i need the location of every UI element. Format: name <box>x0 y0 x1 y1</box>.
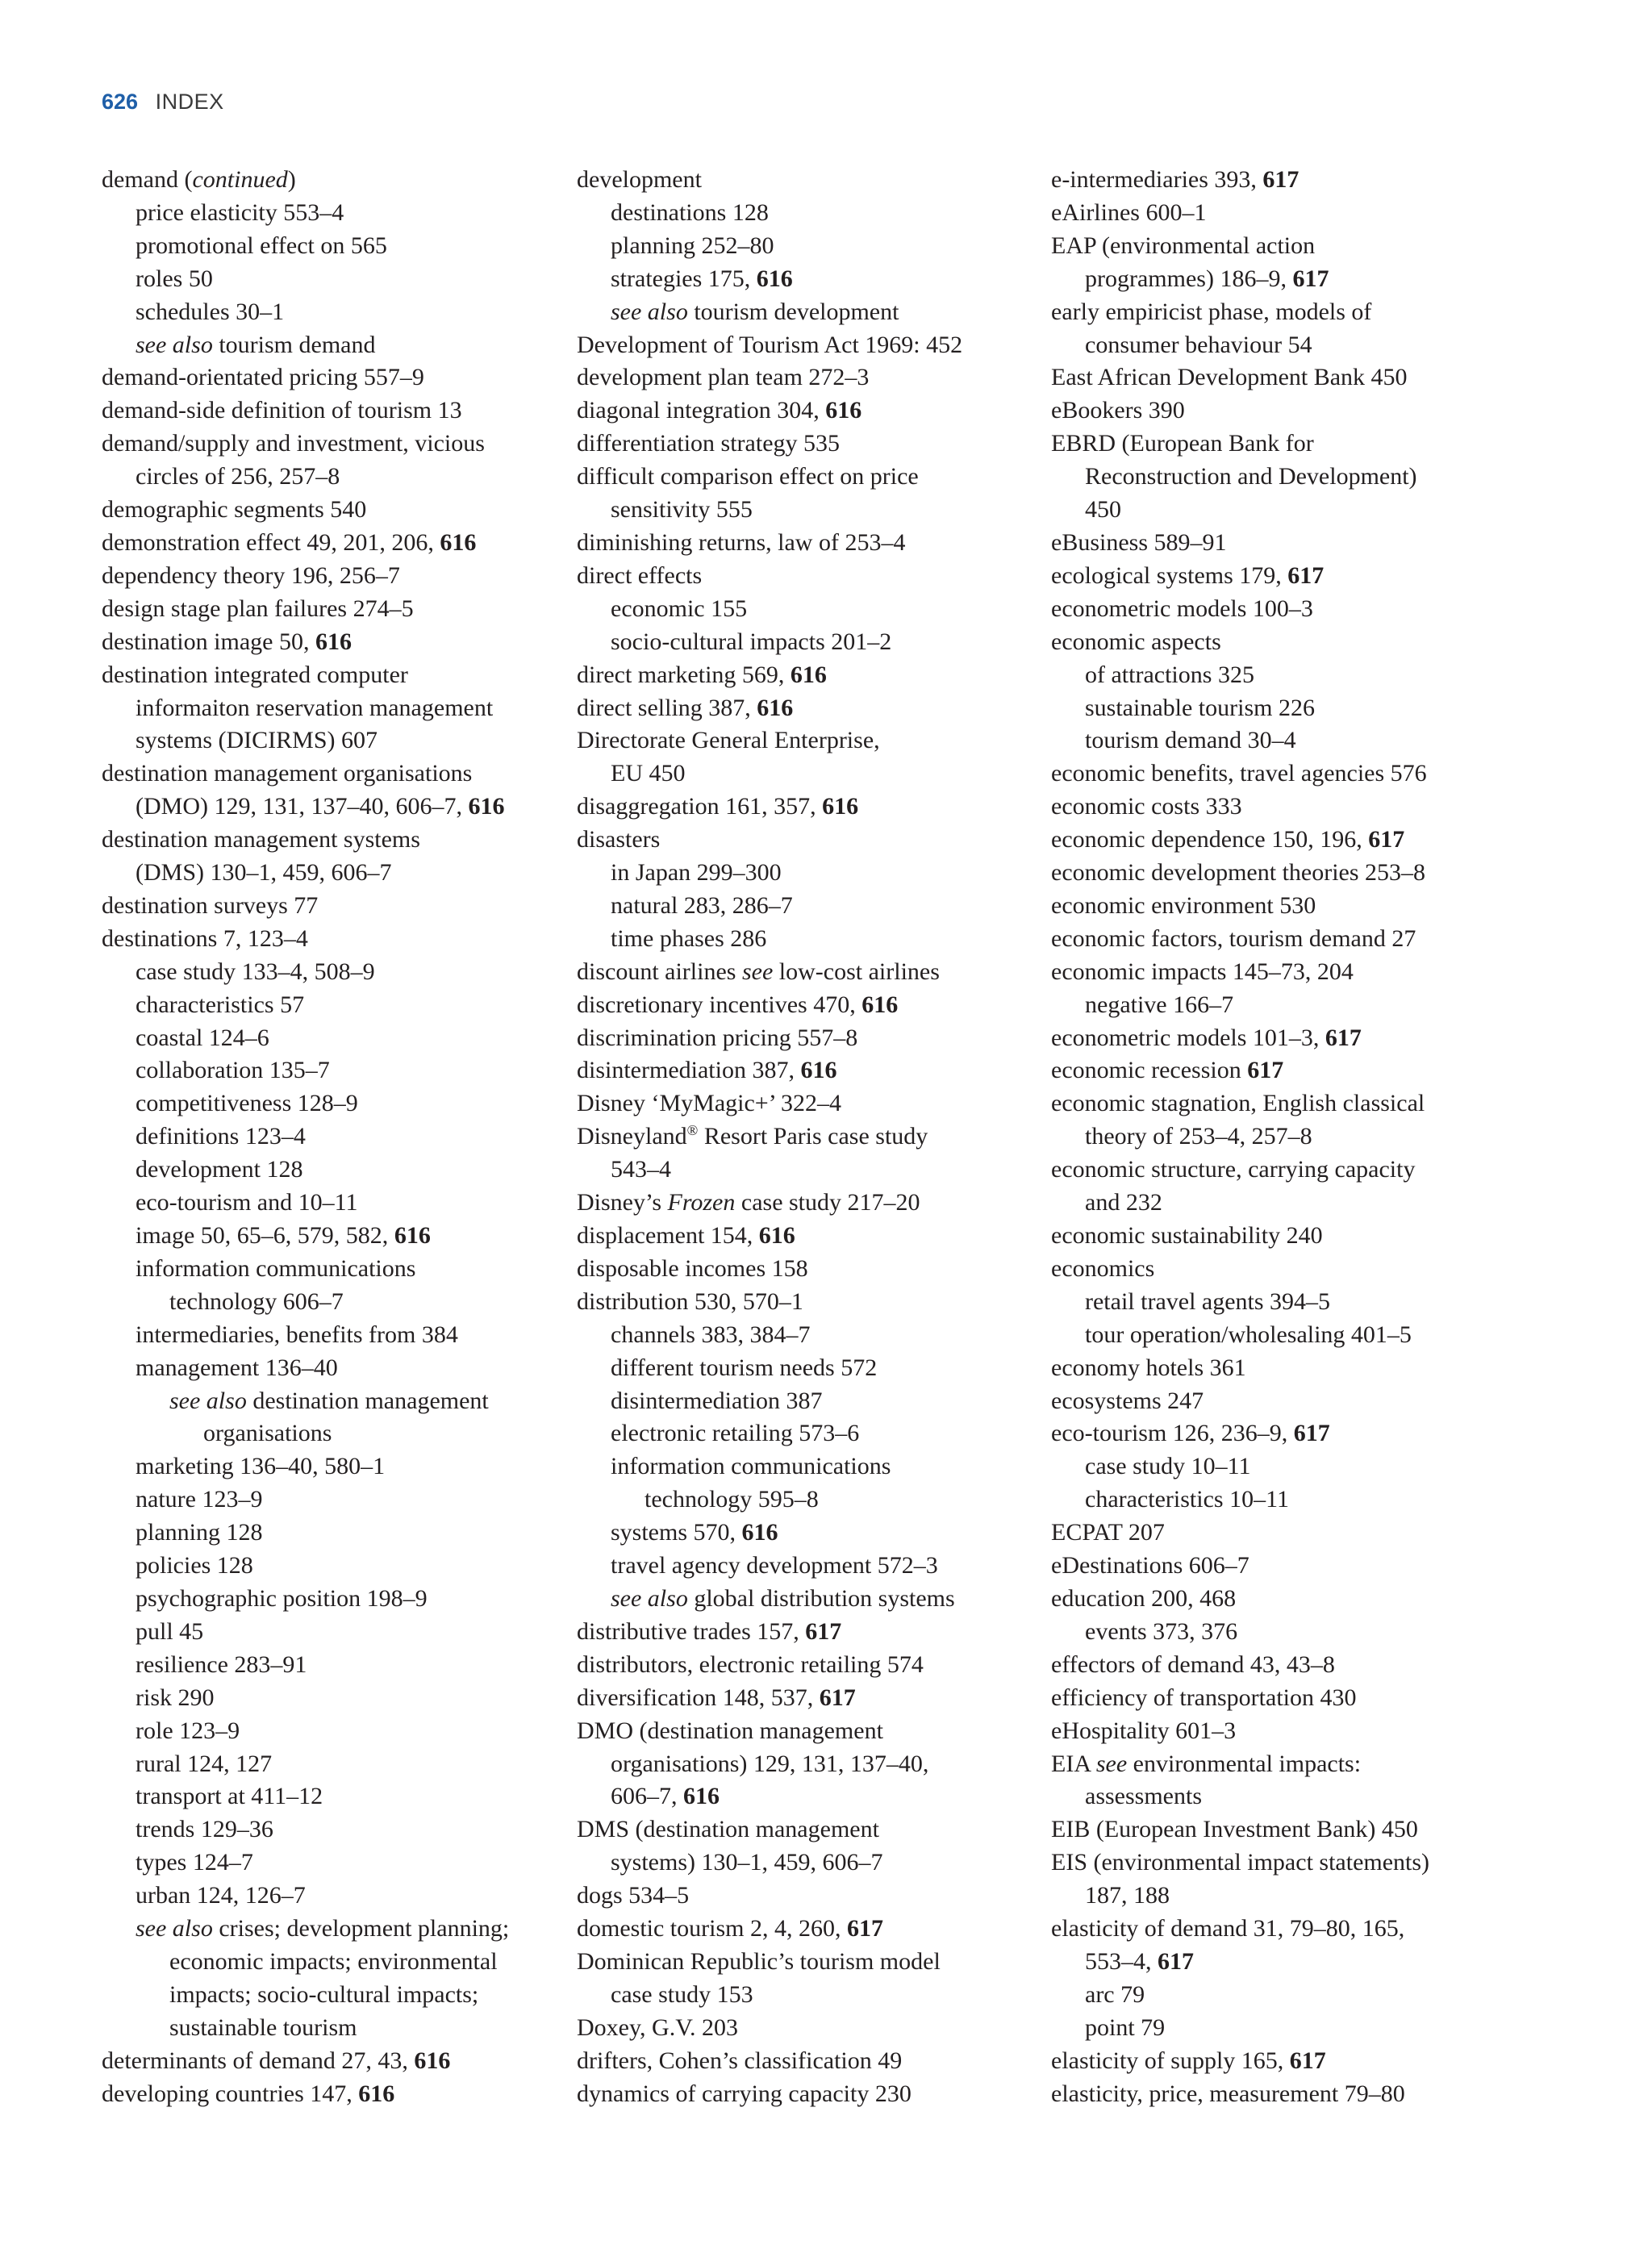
index-entry: Dominican Republic’s tourism model <box>577 1947 941 1975</box>
index-entry: eBookers 390 <box>1051 397 1185 424</box>
index-subentry: promotional effect on 565 <box>136 232 387 259</box>
index-subentry: marketing 136–40, 580–1 <box>136 1453 386 1480</box>
index-column-2 <box>577 164 1077 2110</box>
index-subentry: Reconstruction and Development) <box>1085 463 1417 490</box>
index-subentry: collaboration 135–7 <box>136 1057 330 1084</box>
index-subentry: eco-tourism and 10–11 <box>136 1189 358 1216</box>
index-subentry: role 123–9 <box>136 1717 240 1744</box>
index-subentry: see also crises; development planning; <box>136 1915 510 1942</box>
index-entry: effectors of demand 43, 43–8 <box>1051 1650 1335 1678</box>
index-subentry: technology 595–8 <box>645 1486 819 1513</box>
index-entry: demographic segments 540 <box>102 496 367 524</box>
index-entry: Disney ‘MyMagic+’ 322–4 <box>577 1090 841 1117</box>
index-entry: destination management organisations <box>102 760 473 787</box>
index-entry: elasticity of supply 165, 617 <box>1051 2047 1326 2074</box>
index-subentry: economic 155 <box>611 595 748 622</box>
index-entry: economic stagnation, English classical <box>1051 1090 1425 1117</box>
index-entry: eHospitality 601–3 <box>1051 1717 1237 1744</box>
index-subentry: characteristics 57 <box>136 991 305 1018</box>
index-entry: EIA see environmental impacts: <box>1051 1750 1362 1777</box>
index-entry: differentiation strategy 535 <box>577 430 841 457</box>
index-subentry: destinations 128 <box>611 198 769 226</box>
index-entry: Doxey, G.V. 203 <box>577 2013 738 2041</box>
index-entry: disaggregation 161, 357, 616 <box>577 793 859 820</box>
index-entry: e-intermediaries 393, 617 <box>1051 166 1299 193</box>
index-entry: determinants of demand 27, 43, 616 <box>102 2047 451 2074</box>
index-entry: East African Development Bank 450 <box>1051 364 1408 391</box>
index-subentry: impacts; socio-cultural impacts; <box>169 1980 479 2008</box>
index-entry: eBusiness 589–91 <box>1051 528 1227 556</box>
index-subentry: competitiveness 128–9 <box>136 1090 358 1117</box>
index-entry: econometric models 100–3 <box>1051 595 1313 622</box>
index-subentry: tour operation/wholesaling 401–5 <box>1085 1321 1412 1348</box>
index-entry: disintermediation 387, 616 <box>577 1057 837 1084</box>
index-entry: demand-orientated pricing 557–9 <box>102 364 424 391</box>
index-subentry: trends 129–36 <box>136 1816 273 1843</box>
index-entry: eco-tourism 126, 236–9, 617 <box>1051 1420 1330 1447</box>
index-subentry: strategies 175, 616 <box>611 265 793 292</box>
index-entry: destination image 50, 616 <box>102 628 352 655</box>
index-entry: DMS (destination management <box>577 1816 879 1843</box>
index-entry: economic impacts 145–73, 204 <box>1051 958 1354 985</box>
index-subentry: time phases 286 <box>611 924 767 952</box>
index-subentry: case study 153 <box>611 1980 753 2008</box>
index-entry: economics <box>1051 1254 1155 1282</box>
index-column-3 <box>1051 164 1551 2110</box>
index-entry: demonstration effect 49, 201, 206, 616 <box>102 528 477 556</box>
index-subentry: organisations) 129, 131, 137–40, <box>611 1750 929 1777</box>
index-entry: direct effects <box>577 561 703 589</box>
index-subentry: of attractions 325 <box>1085 661 1254 688</box>
index-entry: displacement 154, 616 <box>577 1222 795 1249</box>
index-subentry: electronic retailing 573–6 <box>611 1420 860 1447</box>
index-subentry: systems 570, 616 <box>611 1519 778 1546</box>
index-subentry: resilience 283–91 <box>136 1650 307 1678</box>
index-subentry: circles of 256, 257–8 <box>136 463 340 490</box>
index-subentry: 543–4 <box>611 1156 671 1183</box>
index-entry: design stage plan failures 274–5 <box>102 595 414 622</box>
index-entry: economic dependence 150, 196, 617 <box>1051 826 1405 853</box>
index-subentry: economic impacts; environmental <box>169 1947 498 1975</box>
index-entry: discount airlines see low-cost airlines <box>577 958 940 985</box>
index-subentry: risk 290 <box>136 1684 215 1711</box>
index-entry: economic aspects <box>1051 628 1221 655</box>
index-entry: demand-side definition of tourism 13 <box>102 397 462 424</box>
index-subentry: informaiton reservation management <box>136 694 494 721</box>
page-number: 626 <box>102 90 139 114</box>
index-subentry: price elasticity 553–4 <box>136 198 344 226</box>
index-subentry: and 232 <box>1085 1189 1162 1216</box>
index-entry: economic benefits, travel agencies 576 <box>1051 760 1427 787</box>
index-subentry: 553–4, 617 <box>1085 1947 1194 1975</box>
index-entry: discrimination pricing 557–8 <box>577 1024 858 1051</box>
index-entry: dependency theory 196, 256–7 <box>102 561 400 589</box>
index-entry: difficult comparison effect on price <box>577 463 919 490</box>
index-subentry: tourism demand 30–4 <box>1085 727 1296 754</box>
index-subentry: technology 606–7 <box>169 1287 344 1315</box>
index-subentry: development 128 <box>136 1156 303 1183</box>
index-entry: Directorate General Enterprise, <box>577 727 880 754</box>
index-entry: dogs 534–5 <box>577 1882 690 1909</box>
index-subentry: intermediaries, benefits from 384 <box>136 1321 458 1348</box>
index-subentry: nature 123–9 <box>136 1486 263 1513</box>
index-subentry: planning 252–80 <box>611 232 774 259</box>
index-entry: disasters <box>577 826 661 853</box>
index-subentry: see also tourism development <box>611 298 899 325</box>
index-subentry: retail travel agents 394–5 <box>1085 1287 1331 1315</box>
index-entry: early empiricist phase, models of <box>1051 298 1372 325</box>
index-entry: direct marketing 569, 616 <box>577 661 827 688</box>
index-subentry: organisations <box>203 1420 332 1447</box>
index-entry: direct selling 387, 616 <box>577 694 794 721</box>
page-header <box>102 87 224 116</box>
index-subentry: planning 128 <box>136 1519 263 1546</box>
index-subentry: arc 79 <box>1085 1980 1145 2008</box>
index-entry: elasticity, price, measurement 79–80 <box>1051 2080 1405 2107</box>
index-entry: efficiency of transportation 430 <box>1051 1684 1357 1711</box>
index-entry: EIB (European Investment Bank) 450 <box>1051 1816 1418 1843</box>
index-entry: DMO (destination management <box>577 1717 883 1744</box>
index-entry: Disneyland® Resort Paris case study <box>577 1122 928 1150</box>
index-subentry: travel agency development 572–3 <box>611 1552 938 1579</box>
index-subentry: management 136–40 <box>136 1354 338 1381</box>
index-entry: diminishing returns, law of 253–4 <box>577 528 906 556</box>
index-subentry: negative 166–7 <box>1085 991 1234 1018</box>
index-column-1 <box>102 164 602 2110</box>
index-subentry: see also destination management <box>169 1387 489 1414</box>
index-subentry: psychographic position 198–9 <box>136 1584 428 1612</box>
index-entry: EIS (environmental impact statements) <box>1051 1849 1430 1876</box>
index-entry: dynamics of carrying capacity 230 <box>577 2080 912 2107</box>
index-subentry: 450 <box>1085 496 1121 524</box>
index-entry: diagonal integration 304, 616 <box>577 397 862 424</box>
index-entry: economic factors, tourism demand 27 <box>1051 924 1416 952</box>
index-entry: destinations 7, 123–4 <box>102 924 308 952</box>
index-subentry: systems (DICIRMS) 607 <box>136 727 378 754</box>
index-subentry: information communications <box>611 1453 891 1480</box>
index-subentry: coastal 124–6 <box>136 1024 269 1051</box>
index-subentry: (DMS) 130–1, 459, 606–7 <box>136 859 392 887</box>
index-entry: eDestinations 606–7 <box>1051 1552 1249 1579</box>
index-subentry: channels 383, 384–7 <box>611 1321 811 1348</box>
index-entry: destination surveys 77 <box>102 891 319 919</box>
index-entry: demand/supply and investment, vicious <box>102 430 485 457</box>
index-subentry: pull 45 <box>136 1617 204 1645</box>
index-subentry: image 50, 65–6, 579, 582, 616 <box>136 1222 431 1249</box>
index-entry: elasticity of demand 31, 79–80, 165, <box>1051 1915 1405 1942</box>
index-entry: economic environment 530 <box>1051 891 1316 919</box>
index-entry: EBRD (European Bank for <box>1051 430 1314 457</box>
index-entry: distribution 530, 570–1 <box>577 1287 803 1315</box>
index-subentry: events 373, 376 <box>1085 1617 1238 1645</box>
index-entry: economic sustainability 240 <box>1051 1222 1323 1249</box>
index-subentry: urban 124, 126–7 <box>136 1882 306 1909</box>
index-entry: eAirlines 600–1 <box>1051 198 1207 226</box>
index-subentry: transport at 411–12 <box>136 1783 323 1810</box>
index-subentry: theory of 253–4, 257–8 <box>1085 1123 1312 1150</box>
index-subentry: disintermediation 387 <box>611 1387 823 1414</box>
index-subentry: EU 450 <box>611 760 686 787</box>
index-subentry: natural 283, 286–7 <box>611 891 793 919</box>
index-subentry: definitions 123–4 <box>136 1123 306 1150</box>
index-subentry: sensitivity 555 <box>611 496 753 524</box>
index-entry: EAP (environmental action <box>1051 232 1316 259</box>
index-subentry: information communications <box>136 1254 416 1282</box>
index-entry: diversification 148, 537, 617 <box>577 1684 856 1711</box>
index-subentry: see also global distribution systems <box>611 1584 955 1612</box>
index-entry: ecological systems 179, 617 <box>1051 561 1325 589</box>
index-subentry: schedules 30–1 <box>136 298 285 325</box>
index-subentry: (DMO) 129, 131, 137–40, 606–7, 616 <box>136 793 505 820</box>
index-entry: developing countries 147, 616 <box>102 2080 395 2107</box>
index-entry: development plan team 272–3 <box>577 364 870 391</box>
index-entry: economy hotels 361 <box>1051 1354 1246 1381</box>
index-entry: drifters, Cohen’s classification 49 <box>577 2047 903 2074</box>
index-subentry: case study 10–11 <box>1085 1453 1251 1480</box>
index-subentry: rural 124, 127 <box>136 1750 273 1777</box>
index-entry: destination management systems <box>102 826 420 853</box>
index-subentry: case study 133–4, 508–9 <box>136 958 375 985</box>
index-entry: Development of Tourism Act 1969: 452 <box>577 331 963 358</box>
index-entry: Disney’s Frozen case study 217–20 <box>577 1189 920 1216</box>
index-subentry: sustainable tourism <box>169 2013 357 2041</box>
index-subentry: see also tourism demand <box>136 331 376 358</box>
running-title: INDEX <box>155 90 224 114</box>
index-entry: disposable incomes 158 <box>577 1254 808 1282</box>
index-entry: ECPAT 207 <box>1051 1519 1165 1546</box>
index-subentry: programmes) 186–9, 617 <box>1085 265 1329 292</box>
index-subentry: socio-cultural impacts 201–2 <box>611 628 892 655</box>
index-entry: econometric models 101–3, 617 <box>1051 1024 1362 1051</box>
index-entry: economic structure, carrying capacity <box>1051 1156 1416 1183</box>
index-entry: economic costs 333 <box>1051 793 1242 820</box>
index-entry: domestic tourism 2, 4, 260, 617 <box>577 1915 883 1942</box>
index-subentry: sustainable tourism 226 <box>1085 694 1315 721</box>
index-entry: distributors, electronic retailing 574 <box>577 1650 924 1678</box>
index-subentry: roles 50 <box>136 265 213 292</box>
index-subentry: systems) 130–1, 459, 606–7 <box>611 1849 883 1876</box>
index-entry: destination integrated computer <box>102 661 408 688</box>
index-entry: economic recession 617 <box>1051 1057 1284 1084</box>
index-entry: development <box>577 166 702 193</box>
index-subentry: 187, 188 <box>1085 1882 1170 1909</box>
index-subentry: in Japan 299–300 <box>611 859 782 887</box>
index-entry: distributive trades 157, 617 <box>577 1617 842 1645</box>
index-entry: ecosystems 247 <box>1051 1387 1204 1414</box>
index-entry: demand (continued) <box>102 166 296 193</box>
index-subentry: policies 128 <box>136 1552 253 1579</box>
index-entry: discretionary incentives 470, 616 <box>577 991 899 1018</box>
index-subentry: 606–7, 616 <box>611 1783 720 1810</box>
index-entry: education 200, 468 <box>1051 1584 1237 1612</box>
index-subentry: assessments <box>1085 1783 1202 1810</box>
index-subentry: characteristics 10–11 <box>1085 1486 1289 1513</box>
index-subentry: types 124–7 <box>136 1849 253 1876</box>
index-entry: economic development theories 253–8 <box>1051 859 1426 887</box>
index-subentry: point 79 <box>1085 2013 1166 2041</box>
index-subentry: consumer behaviour 54 <box>1085 331 1312 358</box>
index-subentry: different tourism needs 572 <box>611 1354 878 1381</box>
